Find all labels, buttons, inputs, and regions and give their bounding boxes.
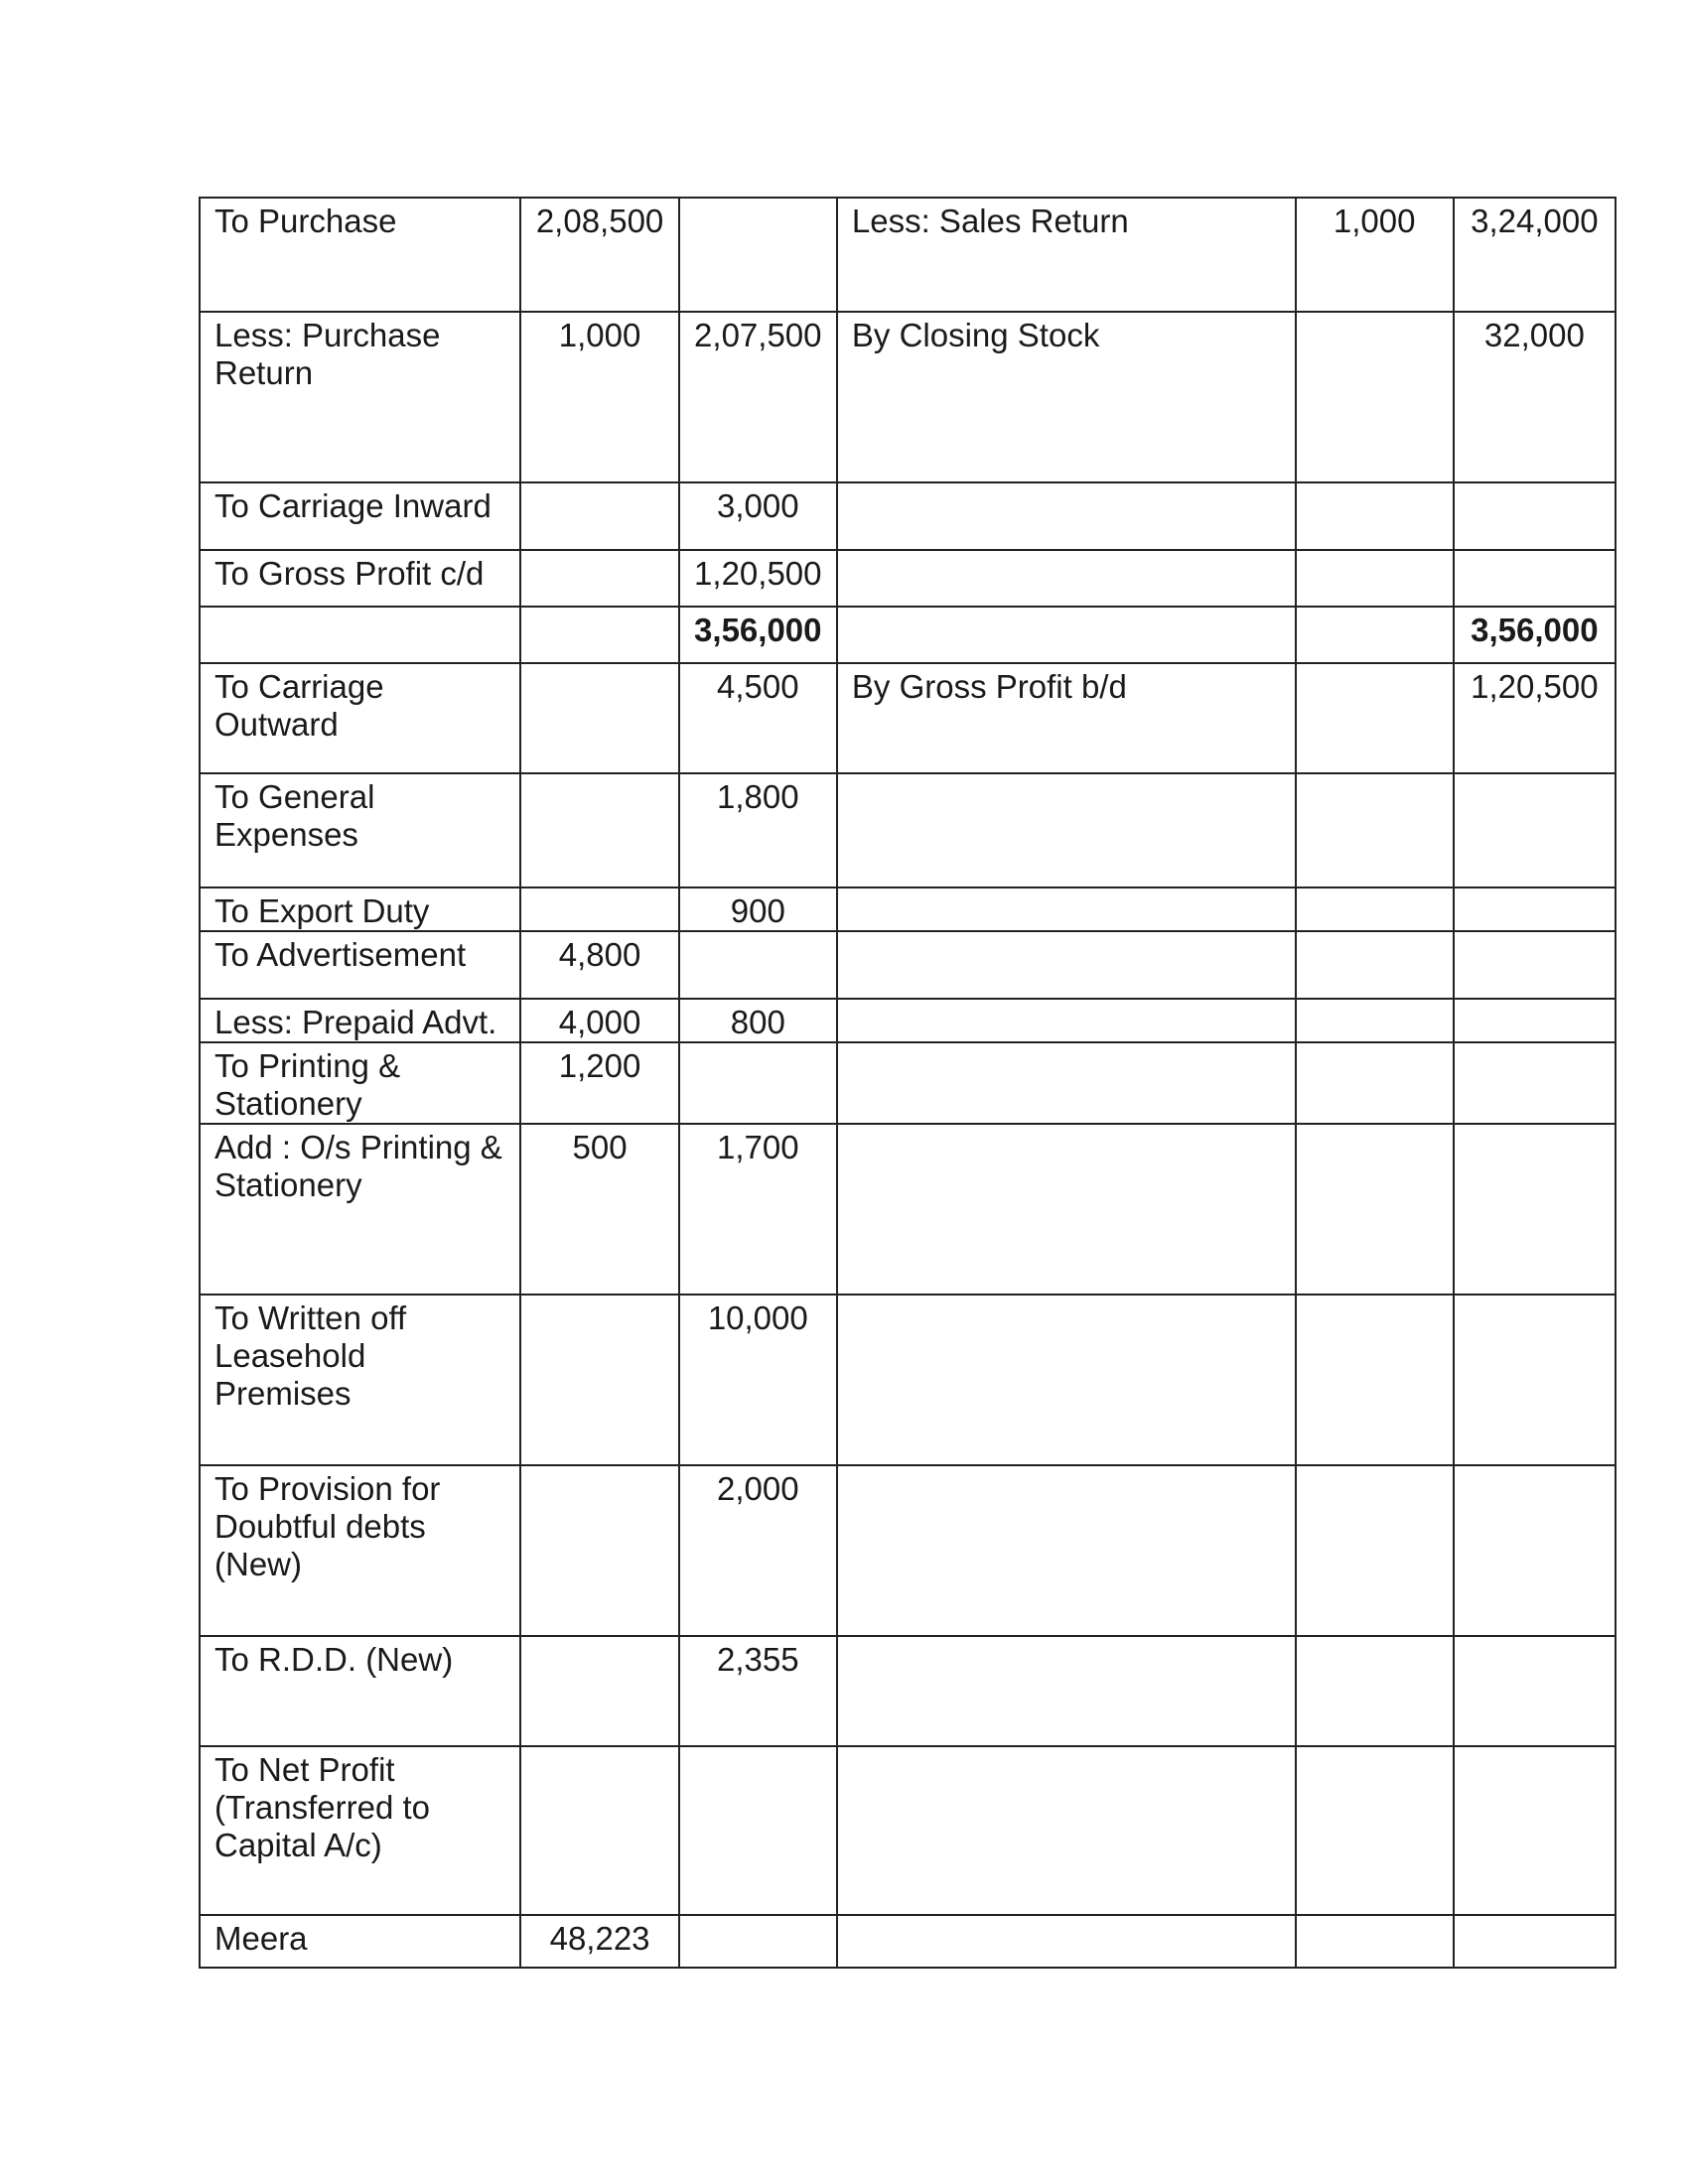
- trading-profit-loss-account-table: [199, 197, 1617, 1969]
- debit-particulars: Meera: [200, 1915, 520, 1968]
- table-row: [200, 1295, 1616, 1465]
- table-row: [200, 773, 1616, 887]
- debit-amount-outer: 2,355: [679, 1636, 837, 1746]
- credit-particulars: [837, 887, 1296, 931]
- credit-amount-outer: [1454, 773, 1616, 887]
- credit-amount-inner: [1296, 999, 1454, 1042]
- table-row: [200, 1746, 1616, 1915]
- credit-amount-outer: [1454, 482, 1616, 550]
- credit-particulars: By Closing Stock: [837, 312, 1296, 482]
- credit-amount-inner: [1296, 482, 1454, 550]
- credit-particulars: [837, 1295, 1296, 1465]
- debit-amount-inner: [520, 1636, 678, 1746]
- debit-particulars: To Carriage Inward: [200, 482, 520, 550]
- debit-particulars: Less: Purchase Return: [200, 312, 520, 482]
- debit-amount-outer: [679, 1746, 837, 1915]
- debit-amount-outer: [679, 1042, 837, 1124]
- table-row: [200, 1124, 1616, 1295]
- credit-particulars: [837, 1636, 1296, 1746]
- debit-particulars: To Gross Profit c/d: [200, 550, 520, 607]
- credit-particulars: [837, 773, 1296, 887]
- debit-amount-outer: 1,700: [679, 1124, 837, 1295]
- credit-amount-outer: [1454, 1295, 1616, 1465]
- debit-amount-inner: 1,000: [520, 312, 678, 482]
- table-row: [200, 1465, 1616, 1636]
- credit-particulars: [837, 1042, 1296, 1124]
- credit-amount-inner: [1296, 773, 1454, 887]
- debit-particulars: To Printing & Stationery: [200, 1042, 520, 1124]
- debit-amount-inner: 500: [520, 1124, 678, 1295]
- debit-particulars: Less: Prepaid Advt.: [200, 999, 520, 1042]
- debit-amount-outer: [679, 1915, 837, 1968]
- debit-amount-inner: 2,08,500: [520, 198, 678, 312]
- credit-amount-inner: [1296, 663, 1454, 773]
- debit-amount-inner: [520, 607, 678, 663]
- credit-amount-inner: [1296, 1915, 1454, 1968]
- table-row: [200, 663, 1616, 773]
- debit-particulars: To Export Duty: [200, 887, 520, 931]
- debit-amount-inner: [520, 482, 678, 550]
- table-row: [200, 1042, 1616, 1124]
- credit-amount-outer: [1454, 1465, 1616, 1636]
- debit-amount-inner: [520, 1746, 678, 1915]
- table-row: [200, 482, 1616, 550]
- debit-particulars: To General Expenses: [200, 773, 520, 887]
- credit-amount-inner: [1296, 887, 1454, 931]
- credit-amount-inner: [1296, 607, 1454, 663]
- credit-amount-outer: [1454, 1746, 1616, 1915]
- debit-particulars: To Carriage Outward: [200, 663, 520, 773]
- credit-particulars: [837, 482, 1296, 550]
- credit-particulars: [837, 931, 1296, 999]
- credit-amount-inner: [1296, 550, 1454, 607]
- credit-amount-outer: [1454, 1636, 1616, 1746]
- debit-amount-inner: 1,200: [520, 1042, 678, 1124]
- credit-amount-inner: [1296, 1636, 1454, 1746]
- debit-amount-outer: 2,07,500: [679, 312, 837, 482]
- debit-amount-outer: 800: [679, 999, 837, 1042]
- debit-amount-inner: 4,800: [520, 931, 678, 999]
- table-row: [200, 999, 1616, 1042]
- credit-amount-inner: [1296, 1042, 1454, 1124]
- credit-amount-inner: [1296, 312, 1454, 482]
- debit-particulars: Add : O/s Printing & Stationery: [200, 1124, 520, 1295]
- debit-amount-outer: 4,500: [679, 663, 837, 773]
- credit-particulars: [837, 1465, 1296, 1636]
- debit-total: 3,56,000: [679, 607, 837, 663]
- credit-particulars: [837, 550, 1296, 607]
- credit-particulars: [837, 1746, 1296, 1915]
- debit-amount-inner: [520, 1295, 678, 1465]
- credit-amount-inner: [1296, 1124, 1454, 1295]
- total-row: [200, 607, 1616, 663]
- debit-amount-outer: 900: [679, 887, 837, 931]
- debit-particulars: To Written off Leasehold Premises: [200, 1295, 520, 1465]
- debit-amount-outer: 10,000: [679, 1295, 837, 1465]
- credit-amount-outer: 32,000: [1454, 312, 1616, 482]
- credit-amount-outer: [1454, 999, 1616, 1042]
- credit-amount-outer: [1454, 1042, 1616, 1124]
- debit-amount-outer: 2,000: [679, 1465, 837, 1636]
- credit-amount-inner: [1296, 1746, 1454, 1915]
- table-row: [200, 931, 1616, 999]
- debit-amount-inner: [520, 663, 678, 773]
- credit-particulars: [837, 1124, 1296, 1295]
- credit-amount-inner: [1296, 1295, 1454, 1465]
- debit-amount-inner: [520, 1465, 678, 1636]
- debit-particulars: To Provision for Doubtful debts (New): [200, 1465, 520, 1636]
- credit-amount-outer: [1454, 1915, 1616, 1968]
- debit-amount-outer: 3,000: [679, 482, 837, 550]
- debit-particulars: [200, 607, 520, 663]
- table-row: [200, 887, 1616, 931]
- credit-amount-outer: [1454, 887, 1616, 931]
- credit-amount-inner: 1,000: [1296, 198, 1454, 312]
- debit-amount-outer: [679, 198, 837, 312]
- credit-total: 3,56,000: [1454, 607, 1616, 663]
- debit-particulars: To Advertisement: [200, 931, 520, 999]
- debit-particulars: To Purchase: [200, 198, 520, 312]
- debit-amount-inner: 48,223: [520, 1915, 678, 1968]
- table-row: [200, 198, 1616, 312]
- credit-amount-outer: 1,20,500: [1454, 663, 1616, 773]
- credit-particulars: Less: Sales Return: [837, 198, 1296, 312]
- credit-amount-inner: [1296, 931, 1454, 999]
- debit-amount-outer: 1,800: [679, 773, 837, 887]
- credit-amount-inner: [1296, 1465, 1454, 1636]
- credit-amount-outer: [1454, 550, 1616, 607]
- credit-amount-outer: 3,24,000: [1454, 198, 1616, 312]
- credit-particulars: [837, 999, 1296, 1042]
- credit-amount-outer: [1454, 1124, 1616, 1295]
- credit-particulars: By Gross Profit b/d: [837, 663, 1296, 773]
- credit-particulars: [837, 1915, 1296, 1968]
- debit-amount-outer: 1,20,500: [679, 550, 837, 607]
- debit-amount-inner: [520, 773, 678, 887]
- debit-particulars: To Net Profit (Transferred to Capital A/c): [200, 1746, 520, 1915]
- debit-amount-inner: [520, 887, 678, 931]
- debit-amount-inner: 4,000: [520, 999, 678, 1042]
- table-row: [200, 312, 1616, 482]
- debit-amount-outer: [679, 931, 837, 999]
- table-row: [200, 1915, 1616, 1968]
- credit-particulars: [837, 607, 1296, 663]
- table-row: [200, 550, 1616, 607]
- debit-particulars: To R.D.D. (New): [200, 1636, 520, 1746]
- debit-amount-inner: [520, 550, 678, 607]
- credit-amount-outer: [1454, 931, 1616, 999]
- table-row: [200, 1636, 1616, 1746]
